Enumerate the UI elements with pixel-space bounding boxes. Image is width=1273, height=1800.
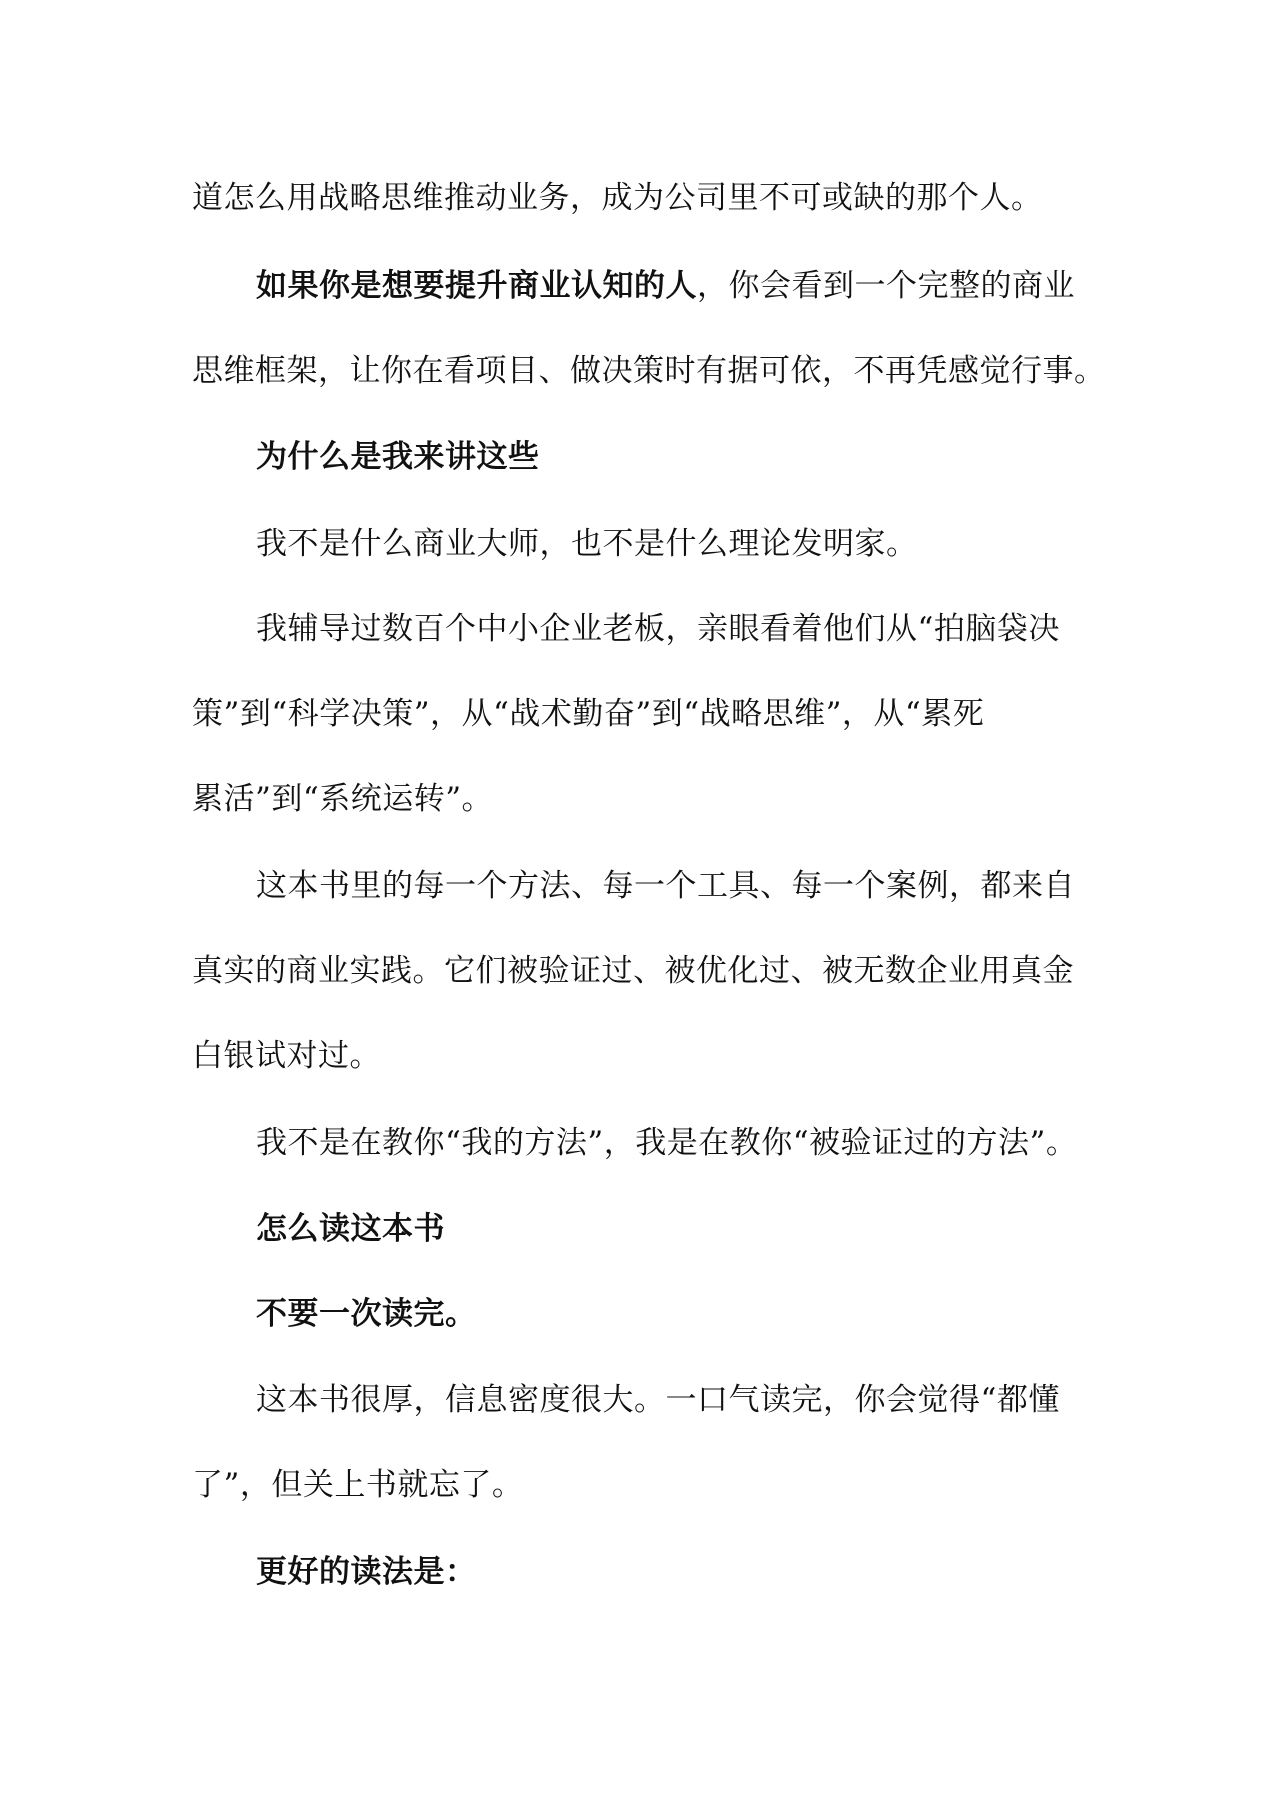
heading-text: 更好的读法是： [256, 1554, 477, 1590]
paragraph-line [256, 609, 1060, 649]
heading-text: 不要一次读完。 [256, 1296, 477, 1332]
paragraph-line [192, 1036, 381, 1076]
paragraph-line [192, 694, 984, 734]
text-run: ，你会看到一个完整的商业 [697, 268, 1075, 304]
heading-text: 怎么读这本书 [256, 1211, 445, 1247]
paragraph-line [192, 951, 1074, 991]
paragraph-line [256, 524, 918, 564]
text-run: 这本书里的每一个方法、每一个工具、每一个案例，都来自 [256, 868, 1075, 904]
paragraph-line [192, 779, 493, 819]
text-run: 我辅导过数百个中小企业老板，亲眼看着他们从“拍脑袋决 [256, 611, 1060, 647]
paragraph-line [256, 866, 1075, 906]
text-run: 思维框架，让你在看项目、做决策时有据可依，不再凭感觉行事。 [192, 353, 1106, 389]
text-run: 了”，但关上书就忘了。 [192, 1467, 524, 1503]
paragraph-line [256, 266, 1075, 306]
bold-statement [256, 1552, 477, 1592]
bold-statement [256, 1294, 477, 1334]
section-heading [256, 437, 540, 477]
paragraph-line [256, 1380, 1060, 1420]
text-run: 道怎么用战略思维推动业务，成为公司里不可或缺的那个人。 [192, 180, 1043, 216]
text-run: 我不是在教你“我的方法”，我是在教你“被验证过的方法”。 [256, 1125, 1078, 1161]
text-run: 累活”到“系统运转”。 [192, 781, 494, 817]
paragraph-line [192, 178, 1043, 218]
text-run: 真实的商业实践。它们被验证过、被优化过、被无数企业用真金 [192, 953, 1074, 989]
bold-lead-in: 如果你是想要提升商业认知的人 [256, 268, 697, 304]
text-run: 这本书很厚，信息密度很大。一口气读完，你会觉得“都懂 [256, 1382, 1060, 1418]
paragraph-line [192, 1465, 523, 1505]
text-run: 策”到“科学决策”，从“战术勤奋”到“战略思维”，从“累死 [192, 696, 985, 732]
text-run: 白银试对过。 [192, 1038, 381, 1074]
paragraph-line [192, 351, 1106, 391]
heading-text: 为什么是我来讲这些 [256, 439, 540, 475]
paragraph-line [256, 1123, 1077, 1163]
text-run: 我不是什么商业大师，也不是什么理论发明家。 [256, 526, 918, 562]
section-heading [256, 1209, 445, 1249]
